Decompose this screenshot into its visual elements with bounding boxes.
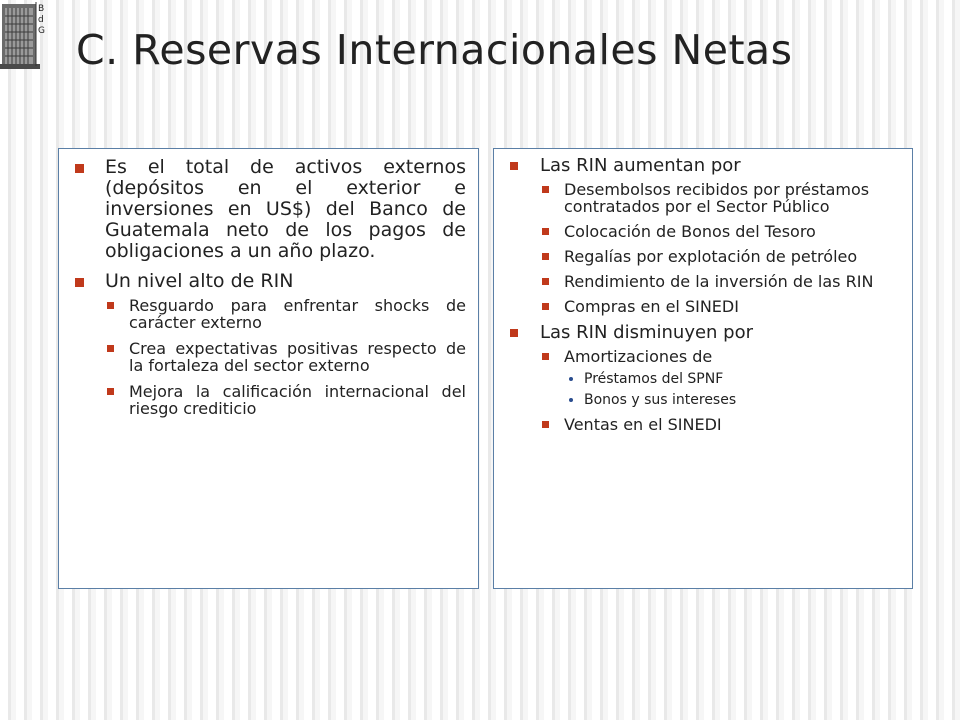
square-bullet-icon [75,278,84,287]
sub-bullet-text: Colocación de Bonos del Tesoro [564,222,816,241]
left-panel [58,148,479,589]
logo-letter: G [38,26,45,36]
list-item [540,273,902,290]
sub-bullet-text: Amortizaciones de [564,347,713,366]
sub-bullet-text: Compras en el SINEDI [564,297,739,316]
sub-sub-bullet-text: Bonos y sus intereses [584,392,737,408]
sub-bullet-list [105,297,466,417]
list-item [105,383,466,417]
slide-title: C. Reservas Internacionales Netas [76,26,793,74]
list-item [540,248,902,265]
square-bullet-icon [542,186,549,193]
square-bullet-icon [542,353,549,360]
square-bullet-icon [75,164,84,173]
sub-bullet-text: Rendimiento de la inversión de las RIN [564,272,874,291]
right-bullet-list [504,156,902,433]
square-bullet-icon [542,278,549,285]
square-bullet-icon [542,303,549,310]
list-item [540,181,902,215]
list-item [540,223,902,240]
dot-bullet-icon [569,398,573,402]
dot-bullet-icon [569,377,573,381]
right-panel [493,148,913,589]
logo-letter: d [38,15,44,25]
square-bullet-icon [542,228,549,235]
sub-bullet-text: Regalías por explotación de petróleo [564,247,858,266]
logo-letter: B [38,4,45,14]
logo-letters [38,4,45,37]
list-item [540,298,902,315]
list-item [540,416,902,433]
list-item [105,297,466,331]
square-bullet-icon [107,345,114,352]
bullet-text: Un nivel alto de RIN [105,270,294,292]
sub-bullet-text: Mejora la calificación internacional del riesgo crediticio [129,382,466,418]
sub-bullet-text: Desembolsos recibidos por préstamos contratados por el Sector Público [564,180,870,216]
list-item [564,392,902,408]
sub-bullet-text: Resguardo para enfrentar shocks de carácter externo [129,296,466,332]
square-bullet-icon [107,388,114,395]
sub-bullet-text: Crea expectativas positivas respecto de la fortaleza del sector externo [129,339,466,375]
bullet-text: Las RIN disminuyen por [540,322,754,343]
list-item [105,340,466,374]
square-bullet-icon [107,302,114,309]
list-item [504,323,902,433]
left-bullet-list [69,157,466,417]
sub-sub-bullet-list [564,371,902,408]
sub-bullet-list [540,181,902,315]
square-bullet-icon [542,421,549,428]
list-item [69,271,466,417]
bullet-text: Las RIN aumentan por [540,155,741,176]
list-item [69,157,466,262]
list-item [504,156,902,315]
sub-sub-bullet-text: Préstamos del SPNF [584,371,724,387]
list-item [564,371,902,387]
list-item [540,348,902,408]
square-bullet-icon [510,162,518,170]
square-bullet-icon [542,253,549,260]
bullet-text: Es el total de activos externos (depósitos en el exterior e inversiones en US$) del Banco de Guatemala neto de los pagos de obligaciones a un año plazo. [105,156,466,262]
banguat-logo [0,0,50,72]
sub-bullet-text: Ventas en el SINEDI [564,415,722,434]
square-bullet-icon [510,329,518,337]
sub-bullet-list [540,348,902,433]
